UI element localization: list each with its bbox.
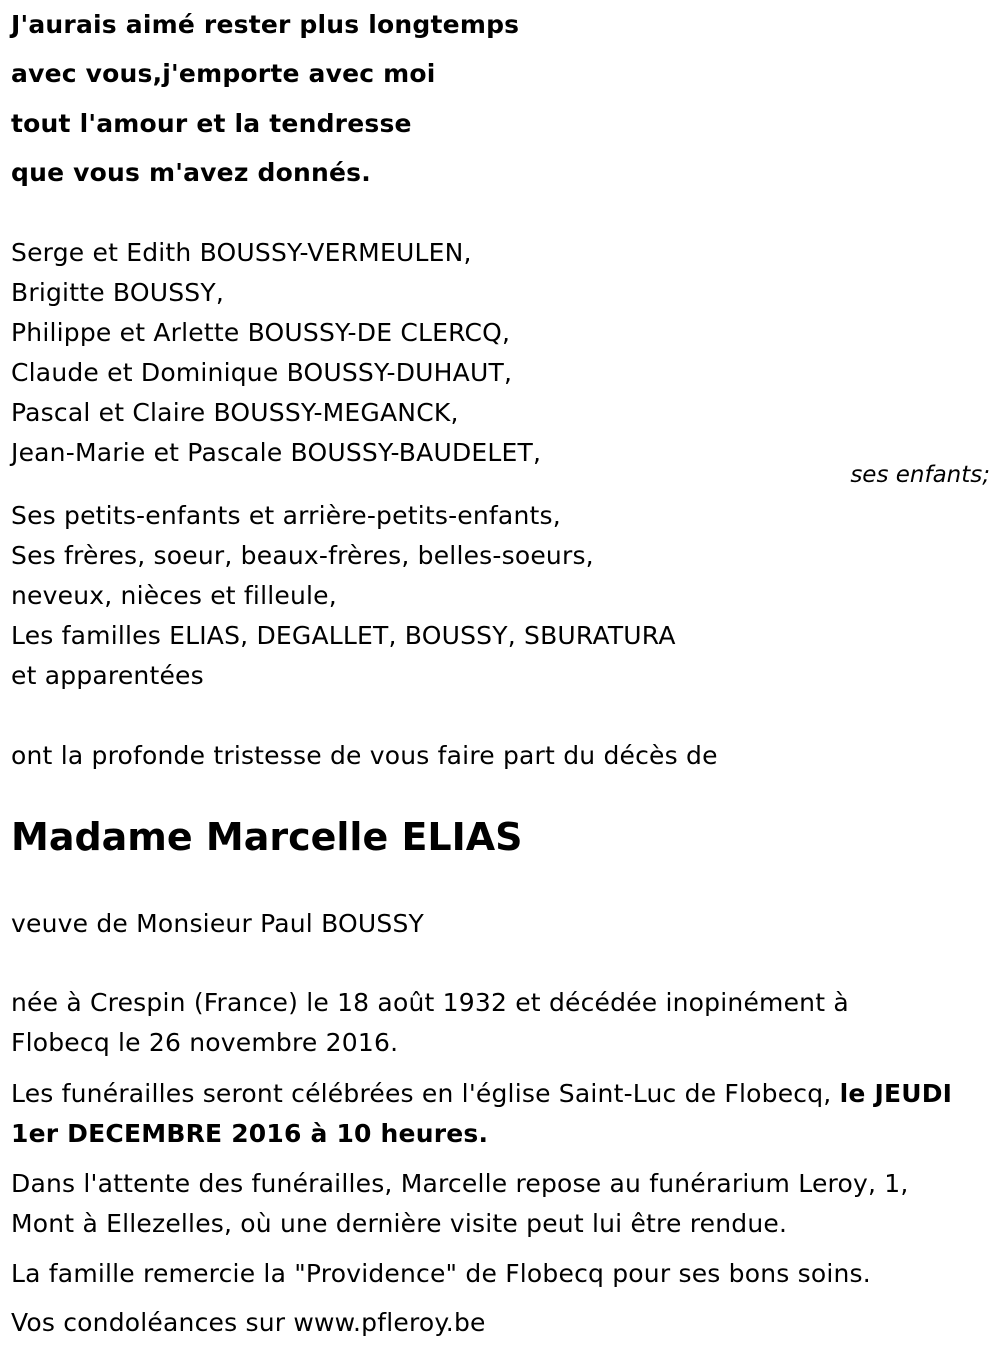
epitaph-line: avec vous,j'emporte avec moi: [11, 59, 436, 88]
funeral-text: Les funérailles seront célébrées en l'église Saint-Luc de Flobecq,: [11, 1079, 840, 1108]
relative-line: et apparentées: [11, 661, 204, 690]
child-line: Claude et Dominique BOUSSY-DUHAUT,: [11, 358, 513, 387]
widow-of-text: veuve de Monsieur Paul BOUSSY: [11, 909, 424, 938]
child-line: Pascal et Claire BOUSSY-MEGANCK,: [11, 398, 459, 427]
funeral-date-line: 1er DECEMBRE 2016 à 10 heures.: [11, 1119, 489, 1148]
birth-death-line: Flobecq le 26 novembre 2016.: [11, 1028, 399, 1057]
announcement-text: ont la profonde tristesse de vous faire part du décès de: [11, 741, 718, 770]
thanks-text: La famille remercie la "Providence" de Flobecq pour ses bons soins.: [11, 1259, 871, 1288]
birth-death-line: née à Crespin (France) le 18 août 1932 et décédée inopinément à: [11, 988, 849, 1017]
children-label: ses enfants;: [850, 462, 990, 488]
funeral-line: [11, 1079, 952, 1108]
funeral-date-text: le JEUDI: [839, 1079, 953, 1108]
child-line: Philippe et Arlette BOUSSY-DE CLERCQ,: [11, 318, 511, 347]
child-line: Jean-Marie et Pascale BOUSSY-BAUDELET,: [11, 438, 542, 467]
relative-line: Ses petits-enfants et arrière-petits-enfants,: [11, 501, 561, 530]
epitaph-line: tout l'amour et la tendresse: [11, 109, 412, 138]
relative-line: neveux, nièces et filleule,: [11, 581, 337, 610]
relative-line: Ses frères, soeur, beaux-frères, belles-soeurs,: [11, 541, 594, 570]
child-line: Serge et Edith BOUSSY-VERMEULEN,: [11, 238, 472, 267]
child-line: Brigitte BOUSSY,: [11, 278, 224, 307]
visitation-line: Dans l'attente des funérailles, Marcelle repose au funérarium Leroy, 1,: [11, 1169, 909, 1198]
epitaph-line: que vous m'avez donnés.: [11, 158, 371, 187]
relative-line: Les familles ELIAS, DEGALLET, BOUSSY, SBURATURA: [11, 621, 676, 650]
visitation-line: Mont à Ellezelles, où une dernière visite peut lui être rendue.: [11, 1209, 788, 1238]
epitaph-line: J'aurais aimé rester plus longtemps: [11, 10, 520, 39]
condolences-text: Vos condoléances sur www.pfleroy.be: [11, 1308, 486, 1337]
deceased-name: Madame Marcelle ELIAS: [11, 815, 523, 859]
